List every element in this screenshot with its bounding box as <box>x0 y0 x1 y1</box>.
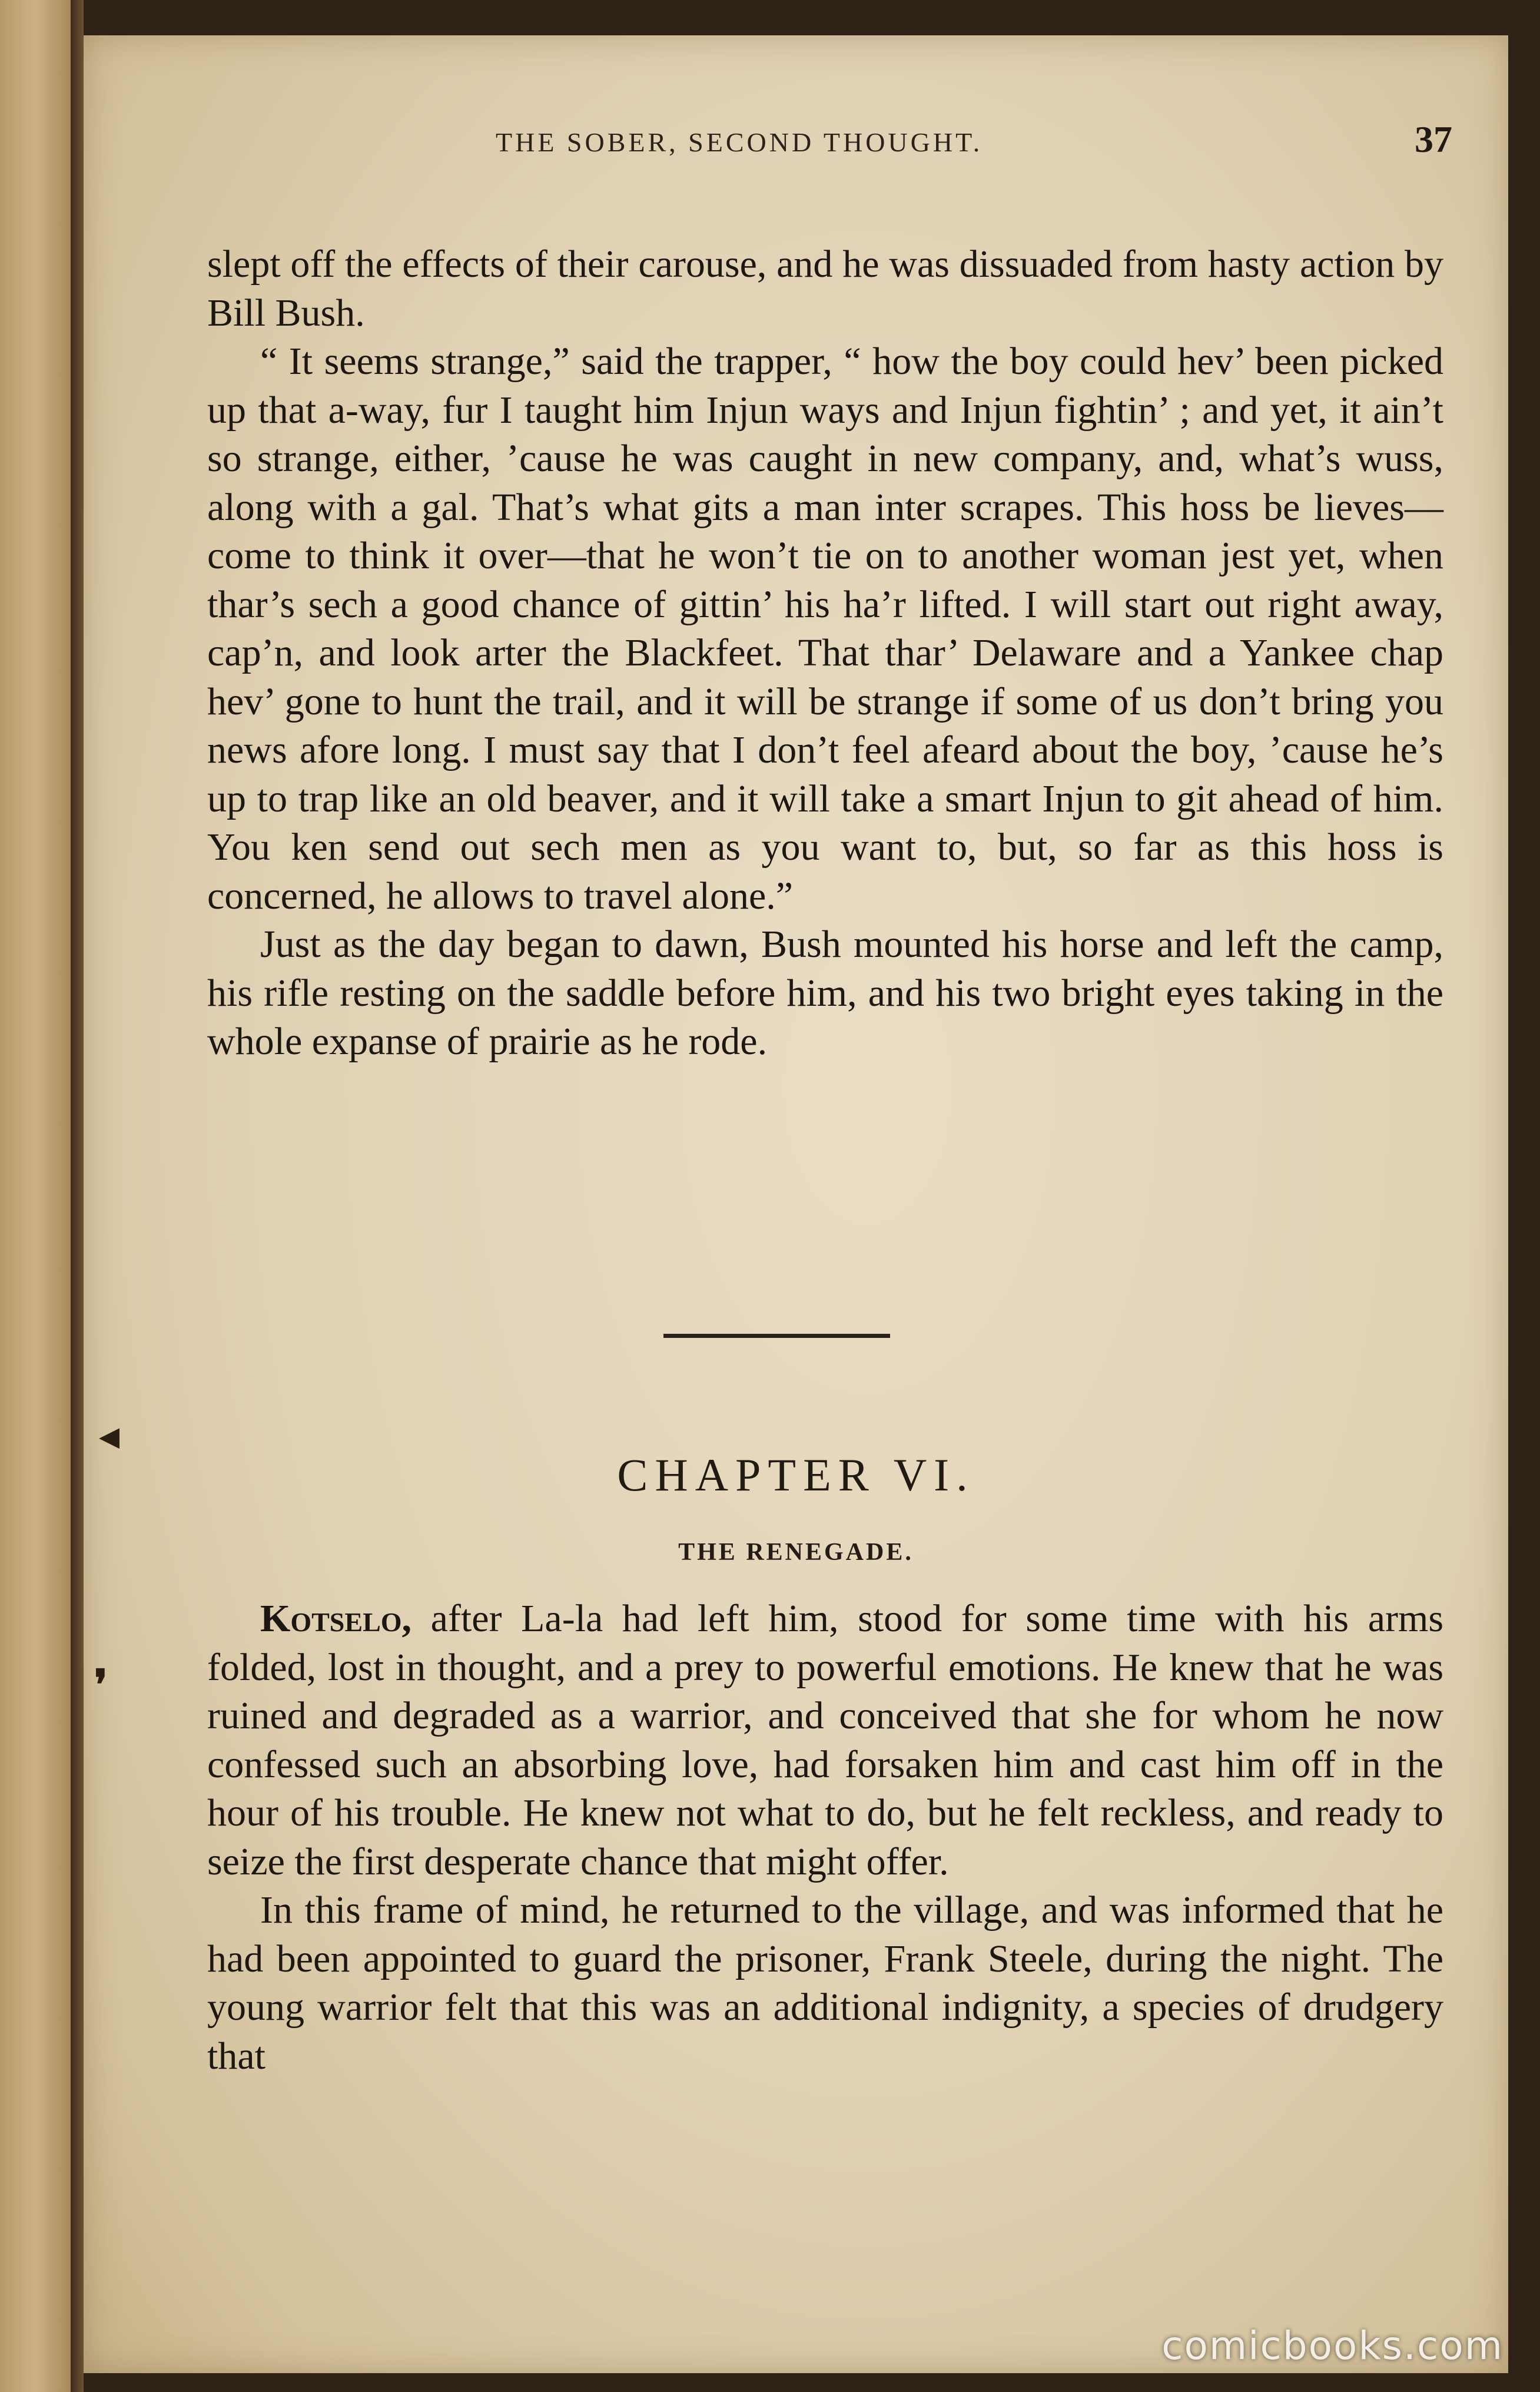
paragraph: “ It seems strange,” said the trapper, “ how the boy could hev’ been picked up that a-way, fur I taught him Injun ways and Injun fightin’ ; and yet, it ain’t so strange, either, ’cause he was caught in new company, and, what’s wuss, along with a gal. That’s what gits a man inter scrapes. This hoss be lieves—come to think it over—that he won’t tie on to another woman jest yet, when thar’s sech a good chance of gittin’ his ha’r lifted. I will start out right away, cap’n, and look arter the Blackfeet. That thar’ Delaware and a Yankee chap hev’ gone to hunt the trail, and it will be strange if some of us don’t bring you news afore long. I must say that I don’t feel afeard about the boy, ’cause he’s up to trap like an old beaver, and it will take a smart Injun to git ahead of him. You ken send out sech men as you want to, but, so far as this hoss is concerned, he allows to travel alone.” <box>207 340 1443 917</box>
book-gutter <box>71 0 84 2392</box>
chapter-heading: CHAPTER VI. <box>617 1449 975 1500</box>
previous-page-edge <box>0 0 74 2392</box>
section-divider-rule <box>663 1334 890 1338</box>
page-number: 37 <box>1415 118 1452 160</box>
chapter-lead-word: Kotselo, <box>260 1597 412 1640</box>
margin-mark-icon: ❜ <box>94 1663 108 1708</box>
paragraph-body: after La-la had left him, stood for some time with his arms folded, lost in thought, and a prey to powerful emotions. He knew that he was ruined and degraded as a warrior, and conceived that she for whom he now confessed such an absorbing love, had forsaken him and cast him off in the hour of his trouble. He knew not what to do, but he felt reckless, and ready to seize the first desperate chance that might offer. <box>207 1597 1443 1883</box>
continued-text <box>207 240 1443 1066</box>
paragraph: slept off the effects of their carouse, and he was dissuaded from hasty action by Bill Bush. <box>207 243 1443 334</box>
book-page <box>84 35 1508 2373</box>
chapter-subtitle: THE RENEGADE. <box>678 1539 914 1566</box>
paragraph: In this frame of mind, he returned to the village, and was informed that he had been appointed to guard the prisoner, Frank Steele, during the night. The young warrior felt that this was an additional indignity, a species of drudgery that <box>207 1889 1443 2078</box>
watermark-logo: comicbooks.com <box>1161 2323 1504 2368</box>
running-head: THE SOBER, SECOND THOUGHT. <box>496 127 983 157</box>
paragraph <box>207 1595 1443 1886</box>
margin-mark-icon: ◂ <box>99 1413 120 1459</box>
chapter-text <box>207 1595 1443 2080</box>
paragraph: Just as the day began to dawn, Bush mounted his horse and left the camp, his rifle resting on the saddle before him, and his two bright eyes taking in the whole expanse of prairie as he rode. <box>207 923 1443 1063</box>
